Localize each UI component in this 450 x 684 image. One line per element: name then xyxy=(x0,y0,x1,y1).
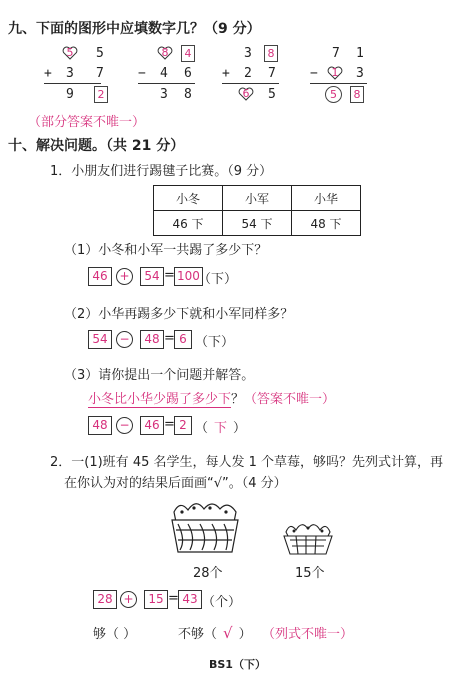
equals-sign: = xyxy=(164,331,175,346)
score-table xyxy=(153,185,361,236)
digit: 3 xyxy=(356,66,364,81)
check-mark-icon: √ xyxy=(223,624,233,642)
operator-circle: + xyxy=(116,268,133,285)
enough-option: 够（ ） xyxy=(93,627,137,642)
question-2-line-1: 2．一(1)班有 45 名学生，每人发 1 个草莓，够吗？先列式计算，再 xyxy=(50,455,444,470)
not-enough-label: 不够（ xyxy=(178,627,218,642)
number-box: 15 xyxy=(144,590,168,609)
digit: 5 xyxy=(96,46,104,61)
number-box: 48 xyxy=(88,416,112,435)
unit-label: （下） xyxy=(198,272,238,287)
section-9-title: 九、下面的图形中应填数字几？（9 分） xyxy=(8,21,261,37)
proposed-question xyxy=(88,388,335,407)
sub-question-3: （3）请你提出一个问题并解答。 xyxy=(64,368,255,383)
digit: 3 xyxy=(66,66,74,81)
equation-line xyxy=(44,83,101,84)
operator-circle: − xyxy=(116,331,133,348)
operator-circle: + xyxy=(120,591,137,608)
unit-label: （下） xyxy=(195,335,235,350)
table-header-row xyxy=(154,186,361,211)
not-enough-close: ） xyxy=(238,627,252,642)
question-1-text: 1．小朋友们进行踢毽子比赛。（9 分） xyxy=(50,164,273,179)
unit-word: 下 xyxy=(214,421,228,436)
equals-sign: = xyxy=(164,268,175,283)
digit: 9 xyxy=(66,87,74,102)
number-box: 48 xyxy=(140,330,164,349)
number-box: 54 xyxy=(140,267,164,286)
digit: 5 xyxy=(268,87,276,102)
strawberry-basket-large-image xyxy=(166,500,244,560)
result-box: 6 xyxy=(174,330,192,349)
table-header-cell: 小军 xyxy=(223,186,292,211)
basket-2-label: 15个 xyxy=(295,566,325,581)
digit: 4 xyxy=(160,66,168,81)
heart-shape: 6 xyxy=(238,87,254,101)
operator: − xyxy=(310,66,318,81)
operator: − xyxy=(138,66,146,81)
answer-circle: 5 xyxy=(325,86,342,103)
unit-label: （个） xyxy=(202,595,242,610)
sub-question-1: （1）小冬和小军一共踢了多少下？ xyxy=(64,243,268,258)
table-header-cell: 小华 xyxy=(292,186,361,211)
unit-label xyxy=(195,417,246,436)
digit: 6 xyxy=(184,66,192,81)
answer-square: 8 xyxy=(350,86,364,103)
number-box: 54 xyxy=(88,330,112,349)
digit: 2 xyxy=(244,66,252,81)
digit: 3 xyxy=(160,87,168,102)
section-9-note: （部分答案不唯一） xyxy=(28,115,146,130)
strawberry-basket-small-image xyxy=(280,520,336,562)
number-box: 46 xyxy=(140,416,164,435)
digit: 7 xyxy=(268,66,276,81)
sub-question-2: （2）小华再踢多少下就和小军同样多？ xyxy=(64,307,294,322)
basket-1-label: 28个 xyxy=(193,566,223,581)
unit-close: ） xyxy=(233,421,247,436)
number-box: 28 xyxy=(93,590,117,609)
digit: 3 xyxy=(244,46,252,61)
table-cell: 48 下 xyxy=(292,211,361,236)
answer-square: 4 xyxy=(181,45,195,62)
digit: 7 xyxy=(96,66,104,81)
operator: + xyxy=(44,66,52,81)
question-2-line-2: 在你认为对的结果后面画“√”。（4 分） xyxy=(64,476,287,491)
page-footer: BS1（下） xyxy=(209,658,266,671)
result-box: 100 xyxy=(174,267,203,286)
digit: 7 xyxy=(332,46,340,61)
question-mark: ？ xyxy=(231,392,245,407)
answer-note: （答案不唯一） xyxy=(244,392,336,407)
operator-circle: − xyxy=(116,417,133,434)
table-header-cell: 小冬 xyxy=(154,186,223,211)
digit: 1 xyxy=(356,46,364,61)
equals-sign: = xyxy=(164,417,175,432)
unit-open: （ xyxy=(195,421,209,436)
not-enough-option xyxy=(178,623,252,642)
number-box: 46 xyxy=(88,267,112,286)
result-box: 2 xyxy=(174,416,192,435)
heart-shape: 1 xyxy=(327,66,343,80)
equals-sign: = xyxy=(168,591,179,606)
equation-line xyxy=(138,83,195,84)
equation-line xyxy=(222,83,279,84)
equation-line xyxy=(310,83,367,84)
heart-shape: 8 xyxy=(157,46,173,60)
answer-square: 2 xyxy=(94,86,108,103)
digit: 8 xyxy=(184,87,192,102)
heart-shape: 5 xyxy=(62,46,78,60)
q2-note: （列式不唯一） xyxy=(262,627,354,642)
operator: + xyxy=(222,66,230,81)
table-cell: 54 下 xyxy=(223,211,292,236)
answer-square: 8 xyxy=(264,45,278,62)
section-10-title: 十、解决问题。（共 21 分） xyxy=(8,138,185,154)
question-answer-text: 小冬比小华少踢了多少下 xyxy=(88,392,232,407)
table-cell: 46 下 xyxy=(154,211,223,236)
table-row xyxy=(154,211,361,236)
result-box: 43 xyxy=(178,590,202,609)
